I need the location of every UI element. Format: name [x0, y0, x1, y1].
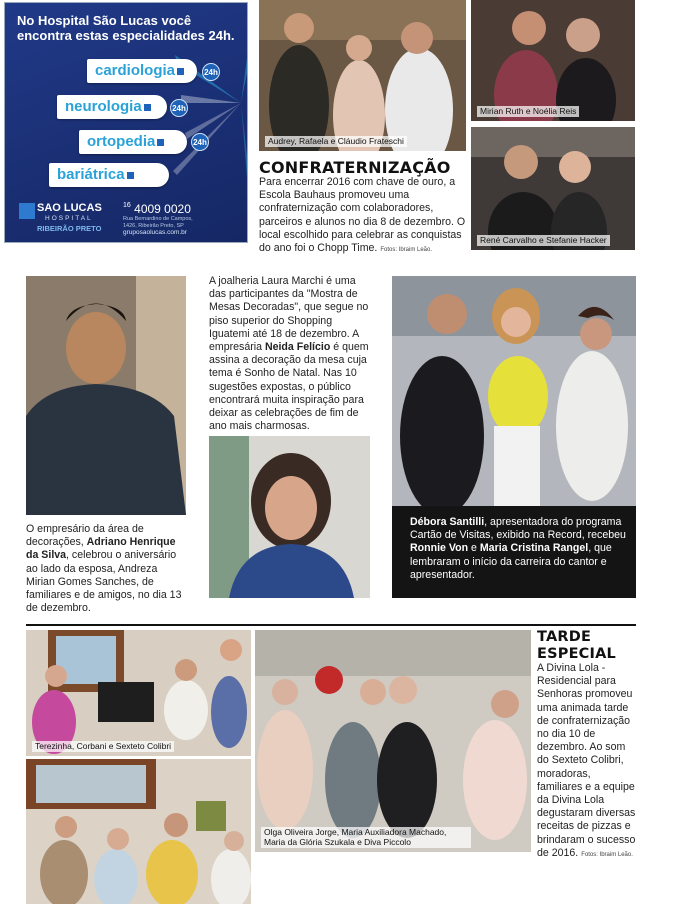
adriano-text-post: , celebrou o aniversário ao lado da esposa, Andreza Mirian Gomes Sanches, de familiares e de amigos, no dia 13 de dezembro. — [26, 549, 182, 615]
adriano-name: Adriano Henrique da Silva — [26, 536, 176, 562]
headline-tarde-especial — [537, 629, 616, 663]
specialty-label: ortopedia — [87, 133, 156, 150]
headline-line-1: TARDE — [537, 629, 592, 645]
debora-text-1: , apresentadora do programa Cartão de Visitas, exibido na Record, recebeu — [410, 516, 626, 542]
specialty-neurologia — [57, 95, 167, 119]
photo-adriano — [26, 276, 186, 515]
photo-illustration — [209, 436, 370, 598]
photo-caption: Terezinha, Corbani e Sexteto Colibri — [32, 741, 174, 752]
hospital-ad — [4, 2, 248, 243]
photo-illustration — [26, 759, 251, 904]
ronnie-name: Ronnie Von — [410, 542, 469, 555]
neida-name: Neida Felício — [264, 341, 331, 354]
headline-line-2: ESPECIAL — [537, 646, 616, 662]
photo-debora-ronnie-maria — [392, 276, 636, 506]
debora-caption-box — [392, 506, 636, 598]
article-text: Para encerrar 2016 com chave de ouro, a Escola Bauhaus promoveu uma confraternização com colaboradores, parceiros e alunos no dia 8 de dezembro. O local escolhido para celebrar as conquistas do ano foi o Chopp Time. — [259, 176, 466, 255]
photo-caption: Olga Oliveira Jorge, Maria Auxiliadora Machado, Maria da Glória Szukala e Diva Piccolo — [261, 827, 471, 848]
debora-text-3: , que lembraram o início da carreira do cantor e apresentador. — [410, 542, 612, 581]
photo-illustration — [259, 0, 466, 151]
badge-24h-icon: 24h — [191, 133, 209, 151]
photo-illustration — [26, 276, 186, 515]
laura-text-post: é quem assina a decoração da mesa cuja tema é Sonho de Natal. Nas 10 sugestões expostas, o público encontrará muita inspiração para deixar as celebrações de fim de ano mais charmosas. — [209, 341, 369, 433]
ad-site: gruposaolucas.com.br — [123, 229, 187, 236]
photo-illustration — [26, 630, 251, 756]
ad-address: Rua Bernardino de Campos, 1426, Ribeirão Preto, SP — [123, 216, 193, 229]
photo-illustration — [255, 630, 531, 852]
photo-caption: René Carvalho e Stefanie Hacker — [477, 235, 610, 246]
hospital-logo-icon — [19, 203, 35, 219]
adriano-text — [26, 523, 189, 615]
photo-credit: Fotos: Ibraim Leão. — [581, 851, 633, 858]
phone-ddd: 16 — [123, 202, 131, 209]
headline-confraternizacao: CONFRATERNIZAÇÃO — [259, 158, 451, 177]
adriano-text-pre: O empresário da área de decorações, — [26, 523, 144, 549]
photo-caption: Mirian Ruth e Noélia Reis — [477, 106, 579, 117]
laura-marchi-text — [209, 275, 369, 433]
photo-illustration — [392, 276, 636, 506]
photo-caption: Audrey, Rafaela e Cláudio Frateschi — [265, 136, 407, 147]
photo-neida-felicio — [209, 436, 370, 598]
photo-rene-stefanie — [471, 127, 635, 250]
specialty-label: cardiologia — [95, 62, 176, 79]
ad-title: No Hospital São Lucas você encontra estas especialidades 24h. — [17, 13, 235, 43]
badge-24h-icon: 24h — [170, 99, 188, 117]
logo-sub: HOSPITAL — [45, 215, 93, 222]
specialty-ortopedia — [79, 130, 187, 154]
phone-number: 4009 0020 — [134, 202, 191, 216]
tarde-especial-text — [537, 662, 637, 862]
logo-name: SAO LUCAS — [37, 202, 102, 214]
section-divider — [26, 624, 636, 626]
ad-phone — [123, 202, 191, 216]
photo-credit: Fotos: Ibraim Leão. — [380, 247, 433, 254]
photo-divina-lola-group — [26, 759, 251, 904]
badge-24h-icon: 24h — [202, 63, 220, 81]
maria-cristina-name: Maria Cristina Rangel — [479, 542, 589, 555]
specialty-cardiologia — [87, 59, 197, 83]
photo-terezinha-corbani-sexteto — [26, 630, 251, 756]
photo-illustration — [471, 127, 635, 250]
debora-text-2: e — [468, 542, 480, 555]
debora-name: Débora Santilli — [410, 516, 485, 528]
photo-mirian-noelia — [471, 0, 635, 121]
photo-audrey-rafaela-claudio — [259, 0, 466, 151]
laura-text-pre: A joalheria Laura Marchi é uma das participantes da "Mostra de Mesas Decoradas", que segue no piso superior do Shopping Iguatemi até 18 de dezembro. A empresária — [209, 275, 369, 354]
confraternizacao-text — [259, 176, 467, 257]
photo-illustration — [471, 0, 635, 121]
article-text: A Divina Lola - Residencial para Senhoras promoveu uma animada tarde de confraternização no dia 10 de dezembro. Ao som do Sexteto Colibri, moradoras, familiares e a equipe da Divina Lola degustaram diversas receitas de pizzas e brindaram o sucesso de 2016. — [537, 662, 636, 859]
photo-olga-maria-diva — [255, 630, 531, 852]
specialty-bariatrica — [49, 163, 169, 187]
specialty-label: neurologia — [65, 98, 142, 115]
specialty-label: bariátrica — [57, 166, 125, 183]
logo-city: RIBEIRÃO PRETO — [37, 224, 102, 233]
